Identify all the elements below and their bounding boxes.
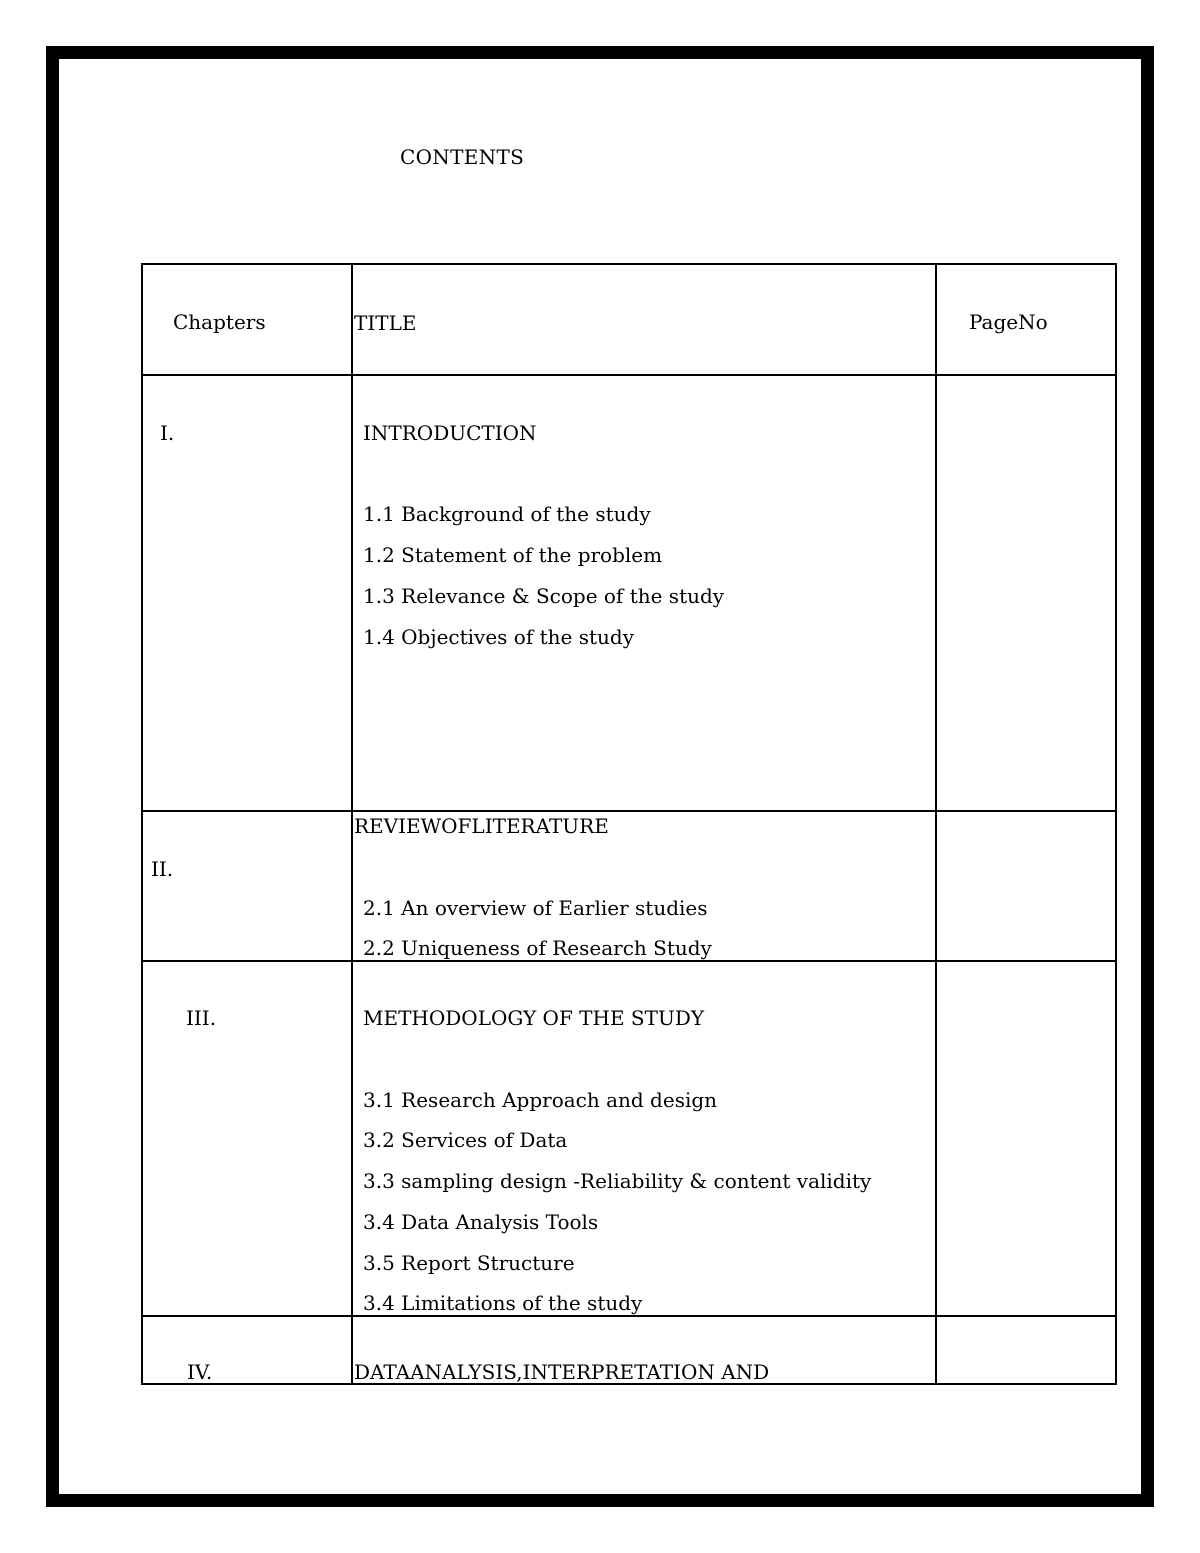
contents-table (141, 263, 1117, 1385)
header-chapters: Chapters (173, 310, 266, 334)
column-divider (351, 265, 353, 1383)
chapter-title: REVIEWOFLITERATURE (354, 814, 609, 838)
section-item: 2.1 An overview of Earlier studies (363, 896, 708, 920)
chapter-title: METHODOLOGY OF THE STUDY (363, 1006, 705, 1030)
section-item: 3.3 sampling design -Reliability & content validity (363, 1169, 872, 1193)
chapter-title: INTRODUCTION (363, 421, 537, 445)
chapter-number: I. (160, 421, 175, 445)
section-item: 1.2 Statement of the problem (363, 543, 663, 567)
contents-heading: CONTENTS (400, 145, 525, 169)
row-divider (143, 810, 1115, 812)
row-divider (143, 1315, 1115, 1317)
section-item: 3.4 Data Analysis Tools (363, 1210, 599, 1234)
section-item: 3.5 Report Structure (363, 1251, 575, 1275)
row-divider (143, 960, 1115, 962)
chapter-number: IV. (187, 1360, 213, 1384)
column-divider (935, 265, 937, 1383)
row-divider (143, 374, 1115, 376)
section-item: 1.4 Objectives of the study (363, 625, 634, 649)
section-item: 1.3 Relevance & Scope of the study (363, 584, 725, 608)
chapter-number: III. (186, 1006, 217, 1030)
section-item: 3.2 Services of Data (363, 1128, 568, 1152)
section-item: 2.2 Uniqueness of Research Study (363, 936, 712, 960)
section-item: 3.1 Research Approach and design (363, 1088, 718, 1112)
section-item: 1.1 Background of the study (363, 502, 651, 526)
header-title: TITLE (354, 311, 417, 335)
header-page-no: PageNo (969, 310, 1048, 334)
section-item: 3.4 Limitations of the study (363, 1291, 643, 1315)
chapter-title: DATAANALYSIS,INTERPRETATION AND (354, 1360, 770, 1384)
chapter-number: II. (151, 857, 174, 881)
